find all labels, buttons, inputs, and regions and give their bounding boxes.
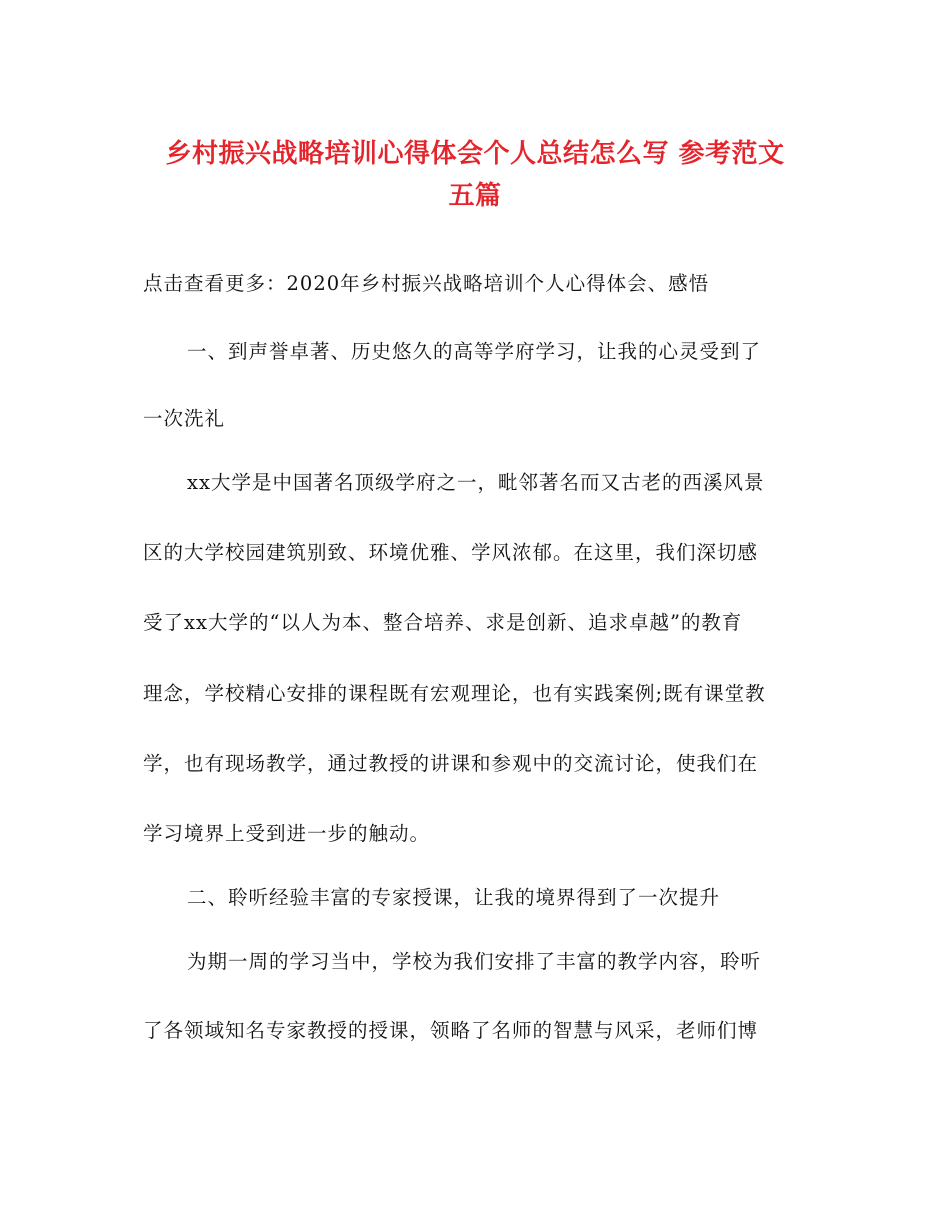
paragraph-line: 区的大学校园建筑别致、环境优雅、学风浓郁。在这里，我们深切感: [143, 541, 759, 564]
section-heading-1-continued: 一次洗礼: [143, 407, 226, 430]
document-title-line-1: 乡村振兴战略培训心得体会个人总结怎么写 参考范文: [165, 139, 785, 169]
paragraph-line: 为期一周的学习当中，学校为我们安排了丰富的教学内容，聆听: [187, 950, 762, 973]
paragraph-line: 学习境界上受到进一步的触动。: [143, 822, 431, 845]
paragraph-line: 受了xx大学的“以人为本、整合培养、求是创新、追求卓越”的教育: [143, 611, 743, 634]
paragraph-line: 了各领域知名专家教授的授课，领略了名师的智慧与风采，老师们博: [143, 1019, 759, 1042]
section-heading-2: 二、聆听经验丰富的专家授课，让我的境界得到了一次提升: [187, 886, 721, 909]
paragraph-line: xx大学是中国著名顶级学府之一，毗邻著名而又古老的西溪风景: [187, 471, 765, 494]
paragraph-line: 学，也有现场教学，通过教授的讲课和参观中的交流讨论，使我们在: [143, 752, 759, 775]
see-more-line: 点击查看更多：2020年乡村振兴战略培训个人心得体会、感悟: [143, 272, 710, 295]
section-heading-1: 一、到声誉卓著、历史悠久的高等学府学习，让我的心灵受到了: [187, 340, 762, 363]
paragraph-line: 理念，学校精心安排的课程既有宏观理论，也有实践案例;既有课堂教: [143, 682, 766, 705]
document-title-line-2: 五篇: [448, 181, 502, 211]
